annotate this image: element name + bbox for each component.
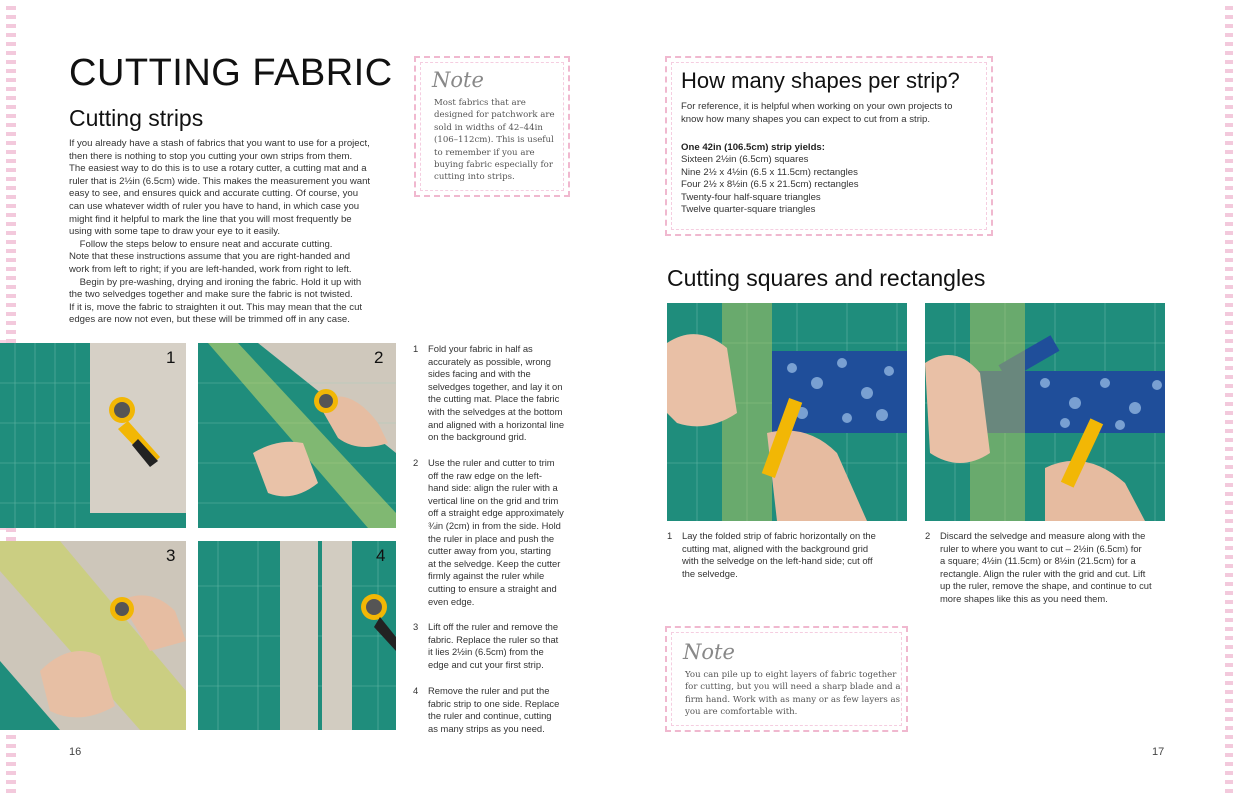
- stripe-dash: [1225, 249, 1233, 253]
- text-line: with the selvedge on the left-hand side; cut off: [682, 555, 873, 567]
- text-line: and aligned with a horizontal line: [428, 418, 565, 430]
- stripe-dash: [1225, 636, 1233, 640]
- stripe-dash: [1225, 456, 1233, 460]
- text-line: to remember if you are: [434, 147, 535, 158]
- stripe-dash: [6, 528, 16, 532]
- text-line: easy to see, and ensures quick and accurate cutting. Of course, you: [69, 188, 359, 200]
- step-1: [413, 343, 583, 443]
- note-box: [414, 56, 570, 197]
- text-line: rectangle. Align the ruler with the grid and cut. Lift: [940, 567, 1146, 579]
- text-line: ruler that is 2½in (6.5cm) wide. This makes the measurement you want: [69, 175, 371, 187]
- text-line: Remove the ruler and put the: [428, 685, 550, 696]
- text-line: you are comfortable with.: [685, 707, 798, 718]
- text-line: cutter away from you, starting: [428, 545, 551, 557]
- stripe-dash: [1225, 744, 1233, 748]
- step-text: [682, 530, 876, 580]
- stripe-dash: [1225, 645, 1233, 649]
- stripe-dash: [6, 60, 16, 64]
- text-line: work from left to right; if you are left-handed, work from right to left.: [69, 263, 352, 275]
- stripe-dash: [1225, 654, 1233, 658]
- text-line: as many strips as you need.: [428, 722, 545, 734]
- stripe-dash: [6, 177, 16, 181]
- photo-number-1: 1: [166, 348, 176, 367]
- text-line: at the selvedge. Keep the cutter: [428, 557, 561, 569]
- text-line: hand side: align the ruler with a: [428, 482, 558, 494]
- text-line: it lies 2½in (6.5cm) from the: [428, 646, 544, 658]
- shapes-per-strip-box: [665, 56, 993, 236]
- section-subtitle-right: Cutting squares and rectangles: [667, 265, 986, 291]
- stripe-dash: [1225, 393, 1233, 397]
- right-step-2: [925, 530, 1170, 610]
- text-line: know how many shapes you can expect to cut from a strip.: [681, 113, 931, 125]
- stripe-dash: [6, 33, 16, 37]
- stripe-dash: [6, 312, 16, 316]
- step-2: [413, 457, 583, 612]
- stripe-dash: [1225, 420, 1233, 424]
- stripe-dash: [6, 267, 16, 271]
- stripe-dash: [6, 321, 16, 325]
- note-text: [434, 97, 569, 184]
- text-line: Sixteen 2½in (6.5cm) squares: [681, 154, 809, 165]
- box-yields-list: [681, 154, 986, 217]
- stripe-dash: [6, 123, 16, 127]
- text-line: Follow the steps below to ensure neat and accurate cutting.: [69, 238, 333, 250]
- text-line: edges are now not even, but these will be trimmed off in any case.: [69, 314, 350, 326]
- stripe-dash: [6, 51, 16, 55]
- stripe-dash: [1225, 285, 1233, 289]
- text-line: for cutting, but you will need a sharp blade and a: [685, 682, 901, 693]
- text-line: off the raw edge on the left-: [428, 469, 542, 481]
- stripe-dash: [1225, 429, 1233, 433]
- stripe-dash: [1225, 699, 1233, 703]
- stripe-dash: [1225, 411, 1233, 415]
- step-number: 2: [413, 457, 419, 468]
- text-line: Twelve quarter-square triangles: [681, 204, 816, 216]
- text-line: Note that these instructions assume that you are right-handed and: [69, 251, 351, 263]
- stripe-dash: [6, 753, 16, 757]
- stripe-dash: [1225, 573, 1233, 577]
- box-heading: How many shapes per strip?: [681, 68, 960, 93]
- text-line: fabric strip to one side. Replace: [428, 697, 560, 709]
- text-line: cutting into strips.: [434, 172, 515, 183]
- stripe-dash: [6, 240, 16, 244]
- stripe-dash: [1225, 312, 1233, 316]
- text-line: vertical line on the grid and trim: [428, 494, 559, 506]
- stripe-dash: [6, 96, 16, 100]
- text-line: more shapes like this as you need them.: [940, 592, 1108, 604]
- stripe-dash: [1225, 618, 1233, 622]
- stripe-dash: [6, 762, 16, 766]
- stripe-dash: [1225, 780, 1233, 784]
- stripe-dash: [1225, 321, 1233, 325]
- stripe-dash: [1225, 105, 1233, 109]
- stripe-dash: [6, 222, 16, 226]
- text-line: Nine 2½ x 4½in (6.5 x 11.5cm) rectangles: [681, 166, 858, 178]
- text-line: Most fabrics that are: [434, 98, 526, 108]
- text-line: then there is nothing to stop you cutting your own strips from them.: [69, 150, 353, 162]
- text-line: You can pile up to eight layers of fabric together: [685, 670, 897, 680]
- stripe-dash: [1225, 33, 1233, 37]
- page-number-right: 17: [1152, 746, 1165, 758]
- text-line: If it is, move the fabric to straighten it out. This may mean that the cut: [69, 301, 363, 313]
- text-line: with the selvedges at the bottom: [428, 405, 563, 417]
- stripe-dash: [1225, 231, 1233, 235]
- stripe-dash: [6, 276, 16, 280]
- note-text: [685, 669, 900, 719]
- stripe-dash: [1225, 474, 1233, 478]
- text-line: Use the ruler and cutter to trim: [428, 457, 555, 468]
- text-line: Lay the folded strip of fabric horizontally on the: [682, 530, 876, 541]
- stripe-dash: [1225, 96, 1233, 100]
- stripe-dash: [1225, 123, 1233, 127]
- stripe-dash: [1225, 348, 1233, 352]
- stripe-dash: [1225, 735, 1233, 739]
- text-line: Lift off the ruler and remove the: [428, 621, 559, 632]
- stripe-dash: [6, 87, 16, 91]
- box-intro: [681, 101, 986, 126]
- stripe-dash: [1225, 600, 1233, 604]
- stripe-dash: [1225, 258, 1233, 262]
- stripe-dash: [6, 249, 16, 253]
- stripe-dash: [1225, 681, 1233, 685]
- stripe-dash: [1225, 447, 1233, 451]
- stripe-dash: [1225, 762, 1233, 766]
- stripe-dash: [1225, 528, 1233, 532]
- step-text: [940, 530, 1152, 606]
- text-line: fabric. Replace the ruler so that: [428, 633, 559, 645]
- stripe-dash: [1225, 294, 1233, 298]
- stripe-dash: [1225, 60, 1233, 64]
- stripe-dash: [1225, 627, 1233, 631]
- text-line: edge and cut your first strip.: [428, 658, 544, 670]
- stripe-dash: [1225, 204, 1233, 208]
- text-line: For reference, it is helpful when working on your own projects to: [681, 101, 953, 112]
- stripe-dash: [1225, 555, 1233, 559]
- note-heading: Note: [683, 640, 735, 664]
- stripe-dash: [1225, 537, 1233, 541]
- text-line: Begin by pre-washing, drying and ironing the fabric. Hold it up with: [69, 276, 362, 288]
- step-text: [428, 343, 564, 444]
- page-title: CUTTING FABRIC: [69, 52, 393, 94]
- stripe-dash: [1225, 222, 1233, 226]
- stripe-dash: [1225, 87, 1233, 91]
- step-photo-4: [198, 541, 396, 730]
- stripe-dash: [1225, 384, 1233, 388]
- text-line: the selvedge.: [682, 567, 738, 579]
- stripe-dash: [1225, 78, 1233, 82]
- text-line: a square; 4½in (11.5cm) or 8½in (21.5cm) for a: [940, 555, 1136, 567]
- text-line: designed for patchwork are: [434, 110, 555, 121]
- stripe-dash: [1225, 6, 1233, 10]
- stripe-dash: [1225, 717, 1233, 721]
- text-line: cutting to ensure a straight and: [428, 582, 557, 594]
- stripe-dash: [1225, 177, 1233, 181]
- stripe-dash: [6, 735, 16, 739]
- stripe-dash: [1225, 483, 1233, 487]
- text-line: selvedges together, and lay it on: [428, 380, 563, 392]
- step-number: 2: [925, 530, 931, 541]
- stripe-dash: [6, 204, 16, 208]
- right-photo-2: [925, 303, 1165, 521]
- step-number: 3: [413, 621, 419, 632]
- text-line: the two selvedges together and make sure the fabric is not twisted.: [69, 289, 353, 301]
- text-line: the cutting mat. Place the fabric: [428, 393, 560, 405]
- stripe-dash: [1225, 672, 1233, 676]
- stripe-dash: [1225, 69, 1233, 73]
- step-text: [428, 685, 559, 735]
- note-heading: Note: [432, 68, 484, 92]
- text-line: even edge.: [428, 595, 475, 607]
- stripe-dash: [6, 132, 16, 136]
- stripe-dash: [1225, 501, 1233, 505]
- text-line: buying fabric especially for: [434, 160, 553, 171]
- stripe-dash: [1225, 492, 1233, 496]
- stripe-dash: [1225, 159, 1233, 163]
- stripe-dash: [1225, 663, 1233, 667]
- text-line: If you already have a stash of fabrics that you want to use for a project,: [69, 138, 370, 149]
- stripe-dash: [1225, 141, 1233, 145]
- photo-number-3: 3: [166, 546, 176, 565]
- text-line: firmly against the ruler while: [428, 570, 545, 582]
- stripe-dash: [1225, 213, 1233, 217]
- right-step-1: [667, 530, 907, 585]
- stripe-dash: [1225, 465, 1233, 469]
- text-line: accurately as possible, wrong: [428, 355, 551, 367]
- stripe-dash: [1225, 582, 1233, 586]
- text-line: on the background grid.: [428, 431, 527, 443]
- stripe-dash: [1225, 150, 1233, 154]
- text-line: might find it helpful to mark the line that you will most frequently be: [69, 213, 352, 225]
- photo-number-4: 4: [376, 546, 386, 565]
- stripe-dash: [1225, 546, 1233, 550]
- section-subtitle: Cutting strips: [69, 105, 204, 131]
- stripe-dash: [1225, 15, 1233, 19]
- page-number-left: 16: [69, 746, 82, 758]
- stripe-dash: [1225, 402, 1233, 406]
- text-line: ¾in (2cm) in from the side. Hold: [428, 519, 561, 531]
- stripe-dash: [6, 105, 16, 109]
- right-edge-stripe: [1224, 0, 1233, 797]
- step-text: [428, 621, 558, 671]
- stripe-dash: [1225, 24, 1233, 28]
- step-4: [413, 685, 583, 740]
- step-number: 4: [413, 685, 419, 696]
- text-line: the ruler in place and push the: [428, 532, 555, 544]
- stripe-dash: [1225, 276, 1233, 280]
- stripe-dash: [6, 186, 16, 190]
- text-line: cutting mat, aligned with the background grid: [682, 542, 869, 554]
- stripe-dash: [1225, 771, 1233, 775]
- stripe-dash: [6, 294, 16, 298]
- text-line: Four 2½ x 8½in (6.5 x 21.5cm) rectangles: [681, 179, 859, 191]
- stripe-dash: [1225, 708, 1233, 712]
- stripe-dash: [6, 303, 16, 307]
- step-photo-3: [0, 541, 186, 730]
- stripe-dash: [6, 195, 16, 199]
- text-line: Twenty-four half-square triangles: [681, 191, 821, 203]
- stripe-dash: [1225, 609, 1233, 613]
- stripe-dash: [1225, 753, 1233, 757]
- stripe-dash: [1225, 132, 1233, 136]
- stripe-dash: [1225, 267, 1233, 271]
- stripe-dash: [6, 330, 16, 334]
- stripe-dash: [6, 24, 16, 28]
- stripe-dash: [6, 744, 16, 748]
- step-text: [428, 457, 564, 608]
- stripe-dash: [6, 285, 16, 289]
- text-line: the ruler and continue, cutting: [428, 710, 552, 722]
- step-number: 1: [667, 530, 673, 541]
- text-line: sold in widths of 42–44in: [434, 122, 543, 133]
- stripe-dash: [1225, 240, 1233, 244]
- stripe-dash: [1225, 789, 1233, 793]
- stripe-dash: [1225, 330, 1233, 334]
- stripe-dash: [1225, 42, 1233, 46]
- photo-number-2: 2: [374, 348, 384, 367]
- stripe-dash: [1225, 303, 1233, 307]
- stripe-dash: [6, 159, 16, 163]
- step-number: 1: [413, 343, 419, 354]
- stripe-dash: [6, 213, 16, 217]
- text-line: off a straight edge approximately: [428, 507, 564, 519]
- stripe-dash: [6, 69, 16, 73]
- step-photo-2: [198, 343, 396, 528]
- stripe-dash: [1225, 510, 1233, 514]
- text-line: sides facing and with the: [428, 368, 531, 380]
- stripe-dash: [6, 42, 16, 46]
- note-box-right: [665, 626, 908, 732]
- stripe-dash: [6, 6, 16, 10]
- stripe-dash: [1225, 690, 1233, 694]
- step-photo-1: [0, 343, 186, 528]
- stripe-dash: [1225, 375, 1233, 379]
- stripe-dash: [1225, 339, 1233, 343]
- stripe-dash: [1225, 357, 1233, 361]
- text-line: firm hand. Work with as many or as few layers as: [685, 694, 901, 705]
- text-line: (106–112cm). This is useful: [434, 135, 554, 146]
- stripe-dash: [1225, 564, 1233, 568]
- text-line: The easiest way to do this is to use a rotary cutter, a cutting mat and a: [69, 163, 367, 175]
- text-line: using with some tape to draw your eye to it easily.: [69, 226, 280, 238]
- text-line: Fold your fabric in half as: [428, 343, 533, 354]
- stripe-dash: [1225, 591, 1233, 595]
- text-line: can use whatever width of ruler you have to hand, in which case you: [69, 200, 360, 212]
- stripe-dash: [6, 78, 16, 82]
- stripe-dash: [6, 771, 16, 775]
- stripe-dash: [6, 789, 16, 793]
- stripe-dash: [1225, 51, 1233, 55]
- intro-paragraph: [69, 138, 399, 327]
- stripe-dash: [6, 114, 16, 118]
- stripe-dash: [6, 231, 16, 235]
- stripe-dash: [1225, 519, 1233, 523]
- stripe-dash: [1225, 438, 1233, 442]
- stripe-dash: [1225, 168, 1233, 172]
- step-3: [413, 621, 583, 676]
- stripe-dash: [1225, 114, 1233, 118]
- text-line: up the ruler, remove the shape, and continue to cut: [940, 580, 1152, 592]
- box-yield-heading: One 42in (106.5cm) strip yields:: [681, 142, 825, 153]
- stripe-dash: [1225, 195, 1233, 199]
- stripe-dash: [6, 168, 16, 172]
- stripe-dash: [6, 141, 16, 145]
- stripe-dash: [1225, 366, 1233, 370]
- right-photo-1: [667, 303, 907, 521]
- stripe-dash: [1225, 186, 1233, 190]
- stripe-dash: [6, 258, 16, 262]
- stripe-dash: [1225, 726, 1233, 730]
- stripe-dash: [6, 150, 16, 154]
- text-line: Discard the selvedge and measure along with the: [940, 530, 1146, 541]
- stripe-dash: [6, 15, 16, 19]
- text-line: ruler to where you want to cut – 2½in (6.5cm) for: [940, 542, 1142, 554]
- stripe-dash: [6, 780, 16, 784]
